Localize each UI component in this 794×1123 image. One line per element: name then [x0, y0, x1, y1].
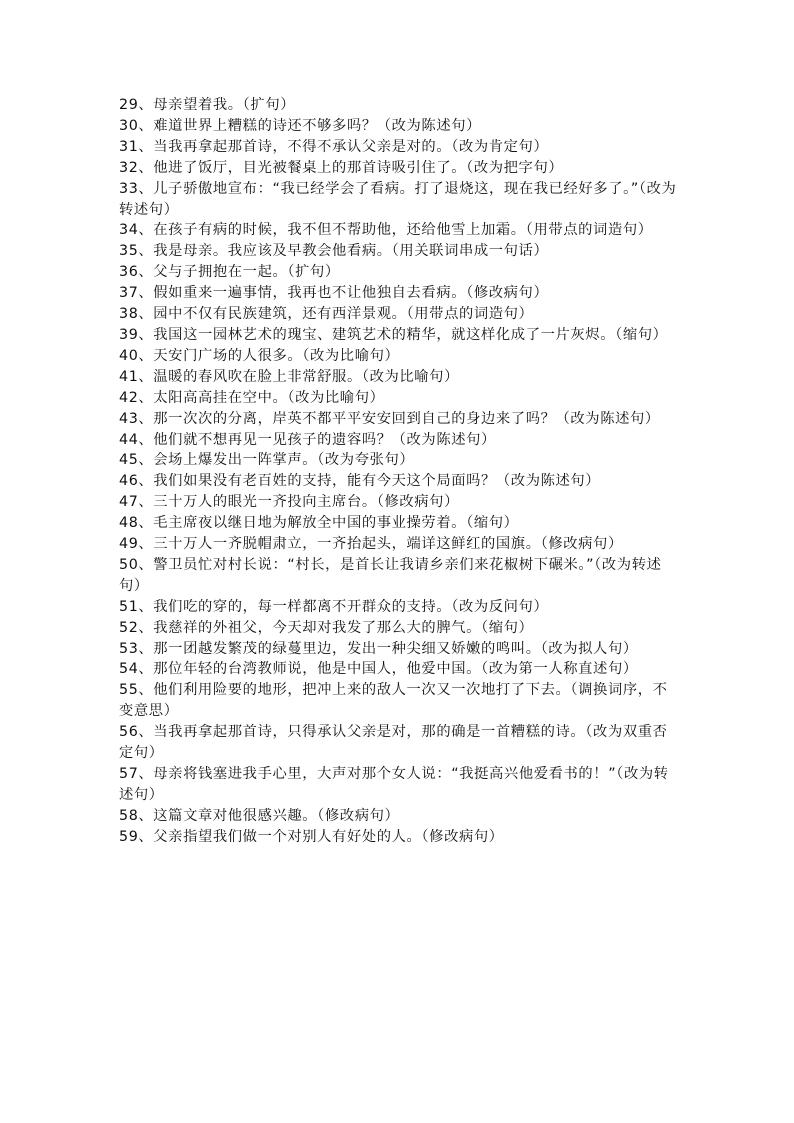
list-item: 40、天安门广场的人很多。（改为比喻句）: [119, 347, 400, 364]
list-item: 41、温暖的春风吹在脸上非常舒服。（改为比喻句）: [119, 368, 459, 385]
list-item: 57、母亲将钱塞进我手心里，大声对那个女人说：“我挺高兴他爱看书的！”（改为转述句）: [119, 766, 669, 803]
list-item: 50、警卫员忙对村长说：“村长，是首长让我请乡亲们来花椒树下碾米。”（改为转述句）: [119, 556, 662, 594]
list-item: 48、毛主席夜以继日地为解放全中国的事业操劳着。（缩句）: [119, 515, 519, 532]
list-item: 52、我慈祥的外祖父，今天却对我发了那么大的脾气。（缩句）: [119, 619, 534, 636]
exercise-list: [119, 95, 679, 848]
list-item: 45、会场上爆发出一阵掌声。（改为夸张句）: [119, 452, 415, 469]
list-item: 55、他们利用险要的地形，把冲上来的敌人一次又一次地打了下去。（调换词序，不变意思）: [119, 682, 668, 720]
list-item: 44、他们就不想再见一见孩子的遗容吗？（改为陈述句）: [119, 431, 496, 448]
list-item: 42、太阳高高挂在空中。（改为比喻句）: [119, 389, 385, 406]
list-item: 58、这篇文章对他很感兴趣。（修改病句）: [119, 807, 400, 824]
list-item: 46、我们如果没有老百姓的支持，能有今天这个局面吗？（改为陈述句）: [119, 473, 601, 490]
list-item: 29、母亲望着我。（扩句）: [119, 97, 296, 113]
list-item: 51、我们吃的穿的，每一样都离不开群众的支持。（改为反问句）: [119, 598, 549, 615]
list-item: 32、他进了饭厅，目光被餐桌上的那首诗吸引住了。（改为把字句）: [119, 159, 564, 176]
list-item: 56、当我再拿起那首诗，只得承认父亲是对，那的确是一首糟糕的诗。（改为双重否定句）: [119, 724, 668, 762]
list-item: 39、我国这一园林艺术的瑰宝、建筑艺术的精华，就这样化成了一片灰烬。（缩句）: [119, 326, 668, 343]
list-item: 31、当我再拿起那首诗，不得不承认父亲是对的。（改为肯定句）: [119, 138, 549, 155]
list-item: 49、三十万人一齐脱帽肃立，一齐抬起头，端详这鲜红的国旗。（修改病句）: [119, 536, 623, 553]
list-item: 33、儿子骄傲地宣布：“我已经学会了看病。打了退烧这，现在我已经好多了。”（改为转述句）: [119, 180, 677, 218]
list-item: 43、那一次次的分离，岸英不都平平安安回到自己的身边来了吗？（改为陈述句）: [119, 410, 660, 427]
list-item: 59、父亲指望我们做一个对别人有好处的人。（修改病句）: [119, 828, 504, 845]
list-item: 47、三十万人的眼光一齐投向主席台。（修改病句）: [119, 494, 459, 511]
list-item: 34、在孩子有病的时候，我不但不帮助他，还给他雪上加霜。（用带点的词造句）: [119, 222, 653, 239]
list-item: 35、我是母亲。我应该及早教会他看病。（用关联词串成一句话）: [119, 243, 549, 260]
list-item: 54、那位年轻的台湾教师说，他是中国人，他爱中国。（改为第一人称直述句）: [119, 661, 638, 678]
list-item: 37、假如重来一遍事情，我再也不让他独自去看病。（修改病句）: [119, 285, 549, 302]
list-item: 38、园中不仅有民族建筑，还有西洋景观。（用带点的词造句）: [119, 306, 534, 323]
list-item: 36、父与子拥抱在一起。（扩句）: [119, 264, 340, 281]
list-item: 30、难道世界上糟糕的诗还不够多吗？（改为陈述句）: [119, 117, 482, 134]
list-item: 53、那一团越发繁茂的绿蔓里边，发出一种尖细又娇嫩的鸣叫。（改为拟人句）: [119, 640, 638, 657]
